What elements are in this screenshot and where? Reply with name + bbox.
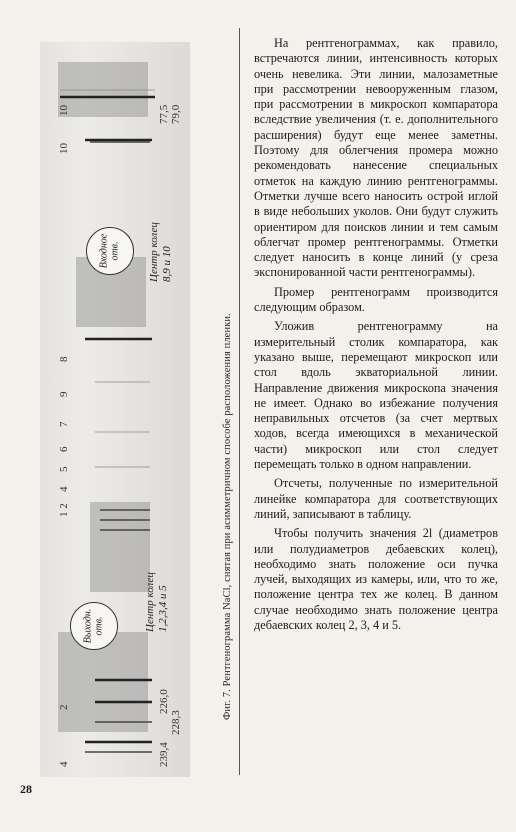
- line-number-label: 1 2: [58, 503, 70, 517]
- body-text: [254, 36, 498, 637]
- line-number-label: 2: [58, 704, 70, 710]
- paragraph: Уложив рентгенограмму на измерительный столик компаратора, как указано выше, перемещают микроскоп или стол вдоль экваториальной линии. Направление движения микроскопа значения не имеет. Однако во избежание получения неправильных отсчетов (за счет мертвых ходов, всегда имеющихся в механической части) микроскоп или стол следует перемещать только в одном направлении.: [254, 319, 498, 472]
- film-dark-region: [58, 62, 148, 117]
- reading-label: 79,0: [170, 104, 182, 124]
- reading-label: 228,3: [170, 710, 182, 735]
- outlet-label: Выходн. отв.: [82, 608, 104, 644]
- outlet-circle: [70, 602, 118, 650]
- line-number-label: 10: [58, 143, 70, 154]
- inlet-circle: [86, 227, 134, 275]
- reading-label: 239,4: [158, 742, 170, 767]
- line-number-label: 4: [58, 761, 70, 767]
- center-label-top: Центр колец 8,9 и 10: [148, 222, 173, 282]
- paragraph: Промер рентгенограмм производится следующим образом.: [254, 284, 498, 315]
- reading-label: 226,0: [158, 689, 170, 714]
- figure-caption: Фиг. 7. Рентгенограмма NaCl, снятая при асимметричном способе расположения пленки.: [222, 313, 233, 720]
- column-divider: [239, 28, 240, 775]
- line-number-label: 8: [58, 356, 70, 362]
- line-number-label: 10: [58, 105, 70, 116]
- inlet-label: Входное отв.: [98, 233, 120, 269]
- line-number-label: 7: [58, 421, 70, 427]
- xray-film: [40, 42, 190, 777]
- paragraph: На рентгенограммах, как правило, встречаются линии, интенсивность которых очень невелика. Эти линии, малозаметные при рассмотрении невооруженным глазом, при рассмотрении в микроскоп компаратора вследствие увеличения (т. е. дополнительного расширения) будут еще менее заметны. Поэтому для облегчения промера можно рекомендовать нанесение специальных отметок на каждую линию рентгенограммы. Отметки лучше всего наносить острой иглой в виде небольших уколов. Они будут служить ориентиром для поисков линии и тем самым облегчат промер рентгенограммы. Отметки следует наносить в конце линий (у среза экспонированной части рентгенограммы).: [254, 36, 498, 280]
- reading-label: 77,5: [158, 104, 170, 124]
- line-number-label: 6: [58, 446, 70, 452]
- xray-figure: [36, 20, 236, 780]
- line-number-label: 9: [58, 391, 70, 397]
- paragraph: Чтобы получить значения 2l (диаметров или полудиаметров дебаевских колец), необходимо знать положение оси пучка лучей, выходящих из камеры, или, что то же, положение центра тех же колец. В данном случае необходимо знать положение центра дебаевских колец 2, 3, 4 и 5.: [254, 526, 498, 632]
- paragraph: Отсчеты, полученные по измерительной линейке компаратора для соответствующих линий, записывают в таблицу.: [254, 476, 498, 521]
- line-number-label: 4: [58, 486, 70, 492]
- line-number-label: 5: [58, 466, 70, 472]
- film-dark-region: [90, 502, 150, 592]
- page-number: 28: [20, 782, 32, 796]
- center-label-bottom: Центр колец 1,2,3,4 и 5: [144, 572, 169, 632]
